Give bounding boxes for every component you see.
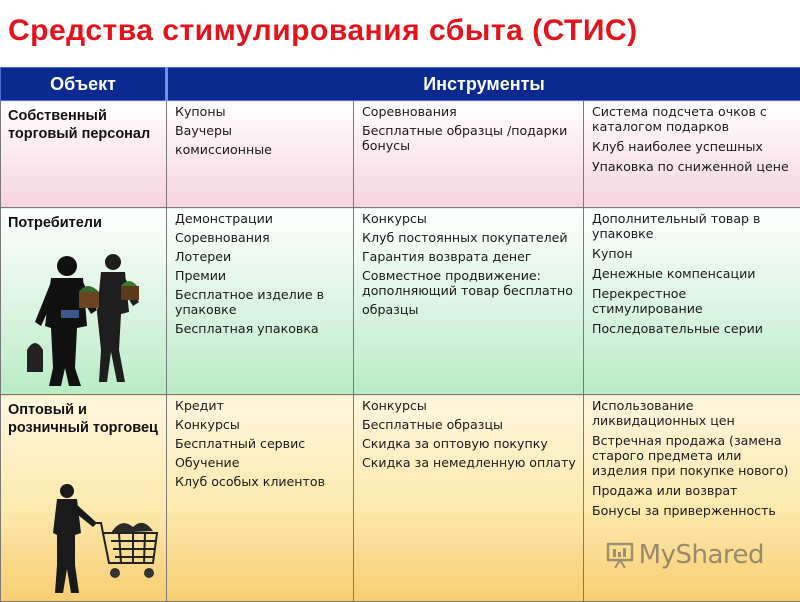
tool-item: Купоны xyxy=(175,104,346,119)
tools-cell xyxy=(354,395,584,602)
tool-item: комиссионные xyxy=(175,142,346,157)
tool-item: Совместное продвижение: дополняющий товар бесплатно xyxy=(362,268,576,298)
tool-item: Конкурсы xyxy=(175,417,346,432)
tool-item: Ваучеры xyxy=(175,123,346,138)
tools-cell xyxy=(584,101,800,208)
tool-item: Соревнования xyxy=(362,104,576,119)
tools-cell xyxy=(167,395,354,602)
tool-item: Обучение xyxy=(175,455,346,470)
watermark xyxy=(605,540,764,570)
object-label: Собственный торговый персонал xyxy=(8,107,166,143)
tool-item: Встречная продажа (замена старого предмета или изделия при покупке нового) xyxy=(592,433,793,478)
tool-item: Бесплатные образцы /подарки бонусы xyxy=(362,123,576,153)
tool-item: Премии xyxy=(175,268,346,283)
tool-item: Последовательные серии xyxy=(592,321,793,336)
tool-item: образцы xyxy=(362,302,576,317)
tool-item: Дополнительный товар в упаковке xyxy=(592,211,793,241)
object-cell xyxy=(1,101,167,208)
tool-item: Клуб особых клиентов xyxy=(175,474,346,489)
tool-item: Бесплатный сервис xyxy=(175,436,346,451)
tool-item: Упаковка по сниженной цене xyxy=(592,159,793,174)
header-object: Объект xyxy=(1,68,167,101)
tools-cell xyxy=(354,208,584,395)
object-label: Оптовый и розничный торговец xyxy=(8,401,166,437)
consumers-illustration xyxy=(21,250,151,390)
slide-title: Средства стимулирования сбыта (СТИС) xyxy=(8,14,638,48)
tool-item: Демонстрации xyxy=(175,211,346,226)
tool-item: Гарантия возврата денег xyxy=(362,249,576,264)
tools-cell xyxy=(167,208,354,395)
table-header-row xyxy=(1,68,800,101)
tool-item: Клуб наиболее успешных xyxy=(592,139,793,154)
object-cell xyxy=(1,395,167,602)
tool-item: Клуб постоянных покупателей xyxy=(362,230,576,245)
tools-cell xyxy=(584,395,800,602)
tool-item: Бесплатная упаковка xyxy=(175,321,346,336)
tool-item: Конкурсы xyxy=(362,211,576,226)
tool-item: Система подсчета очков с каталогом подарков xyxy=(592,104,793,134)
tool-item: Бонусы за приверженность xyxy=(592,503,793,518)
tool-item: Кредит xyxy=(175,398,346,413)
tool-item: Перекрестное стимулирование xyxy=(592,286,793,316)
tool-item: Продажа или возврат xyxy=(592,483,793,498)
tool-item: Денежные компенсации xyxy=(592,266,793,281)
tool-item: Соревнования xyxy=(175,230,346,245)
tool-item: Использование ликвидационных цен xyxy=(592,398,793,428)
presentation-board-icon xyxy=(605,540,635,570)
tools-cell xyxy=(584,208,800,395)
table-row xyxy=(1,101,800,208)
tool-item: Скидка за немедленную оплату xyxy=(362,455,576,470)
tool-item: Скидка за оптовую покупку xyxy=(362,436,576,451)
object-label: Потребители xyxy=(8,214,166,232)
tool-item: Лотереи xyxy=(175,249,346,264)
header-tools: Инструменты xyxy=(167,68,800,101)
watermark-text: MyShared xyxy=(639,540,764,570)
tools-cell xyxy=(354,101,584,208)
table-row xyxy=(1,395,800,602)
stimulus-table xyxy=(0,67,800,602)
tool-item: Бесплатные образцы xyxy=(362,417,576,432)
tool-item: Конкурсы xyxy=(362,398,576,413)
object-cell xyxy=(1,208,167,395)
tool-item: Бесплатное изделие в упаковке xyxy=(175,287,346,317)
tool-item: Купон xyxy=(592,246,793,261)
shopper-cart-illustration xyxy=(45,483,165,599)
tools-cell xyxy=(167,101,354,208)
table-row xyxy=(1,208,800,395)
